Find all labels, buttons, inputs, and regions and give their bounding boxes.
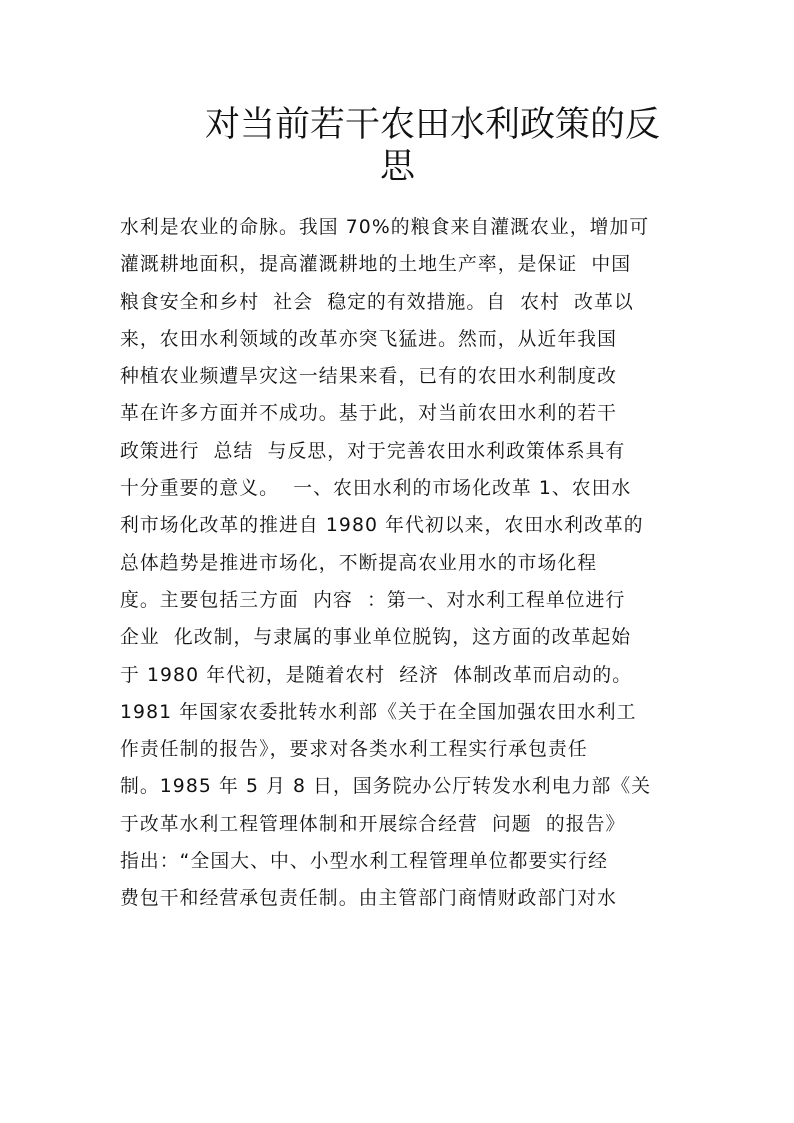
document-title-line-1: 对当前若干农田水利政策的反 — [205, 105, 661, 145]
body-line: 种植农业频遭旱灾这一结果来看，已有的农田水利制度改 — [120, 366, 618, 388]
body-line: 于改革水利工程管理体制和开展综合经营 问题 的报告》 — [120, 813, 626, 835]
body-line: 来，农田水利领域的改革亦突飞猛进。然而，从近年我国 — [120, 328, 618, 350]
body-line: 粮食安全和乡村 社会 稳定的有效措施。自 农村 改革以 — [120, 291, 634, 313]
document-body — [120, 209, 676, 918]
body-line: 1981 年国家农委批转水利部《关于在全国加强农田水利工 — [120, 701, 637, 723]
body-line: 利市场化改革的推进自 1980 年代初以来，农田水利改革的 — [120, 515, 644, 537]
body-line: 总体趋势是推进市场化，不断提高农业用水的市场化程 — [120, 552, 598, 574]
body-line: 作责任制的报告》，要求对各类水利工程实行承包责任 — [120, 739, 588, 761]
body-line: 指出：“全国大、中、小型水利工程管理单位都要实行经 — [120, 851, 608, 873]
body-line: 灌溉耕地面积，提高灌溉耕地的土地生产率，是保证 中国 — [120, 254, 632, 276]
body-line: 水利是农业的命脉。我国 70%的粮食来自灌溉农业，增加可 — [120, 217, 650, 238]
body-line: 企业 化改制，与隶属的事业单位脱钩，这方面的改革起始 — [120, 627, 632, 649]
body-line: 十分重要的意义。 一、农田水利的市场化改革 1、农田水 — [120, 478, 632, 500]
body-line: 费包干和经营承包责任制。由主管部门商情财政部门对水 — [120, 888, 618, 910]
body-line: 度。主要包括三方面 内容 ：第一、对水利工程单位进行 — [120, 589, 626, 611]
body-line: 革在许多方面并不成功。基于此，对当前农田水利的若干 — [120, 403, 618, 425]
body-line: 于 1980 年代初，是随着农村 经济 体制改革而启动的。 — [120, 664, 633, 686]
body-line: 政策进行 总结 与反思，对于完善农田水利政策体系具有 — [120, 440, 626, 462]
body-line: 制。1985 年 5 月 8 日，国务院办公厅转发水利电力部《关 — [120, 776, 652, 798]
document-title-line-2: 思 — [380, 147, 416, 187]
